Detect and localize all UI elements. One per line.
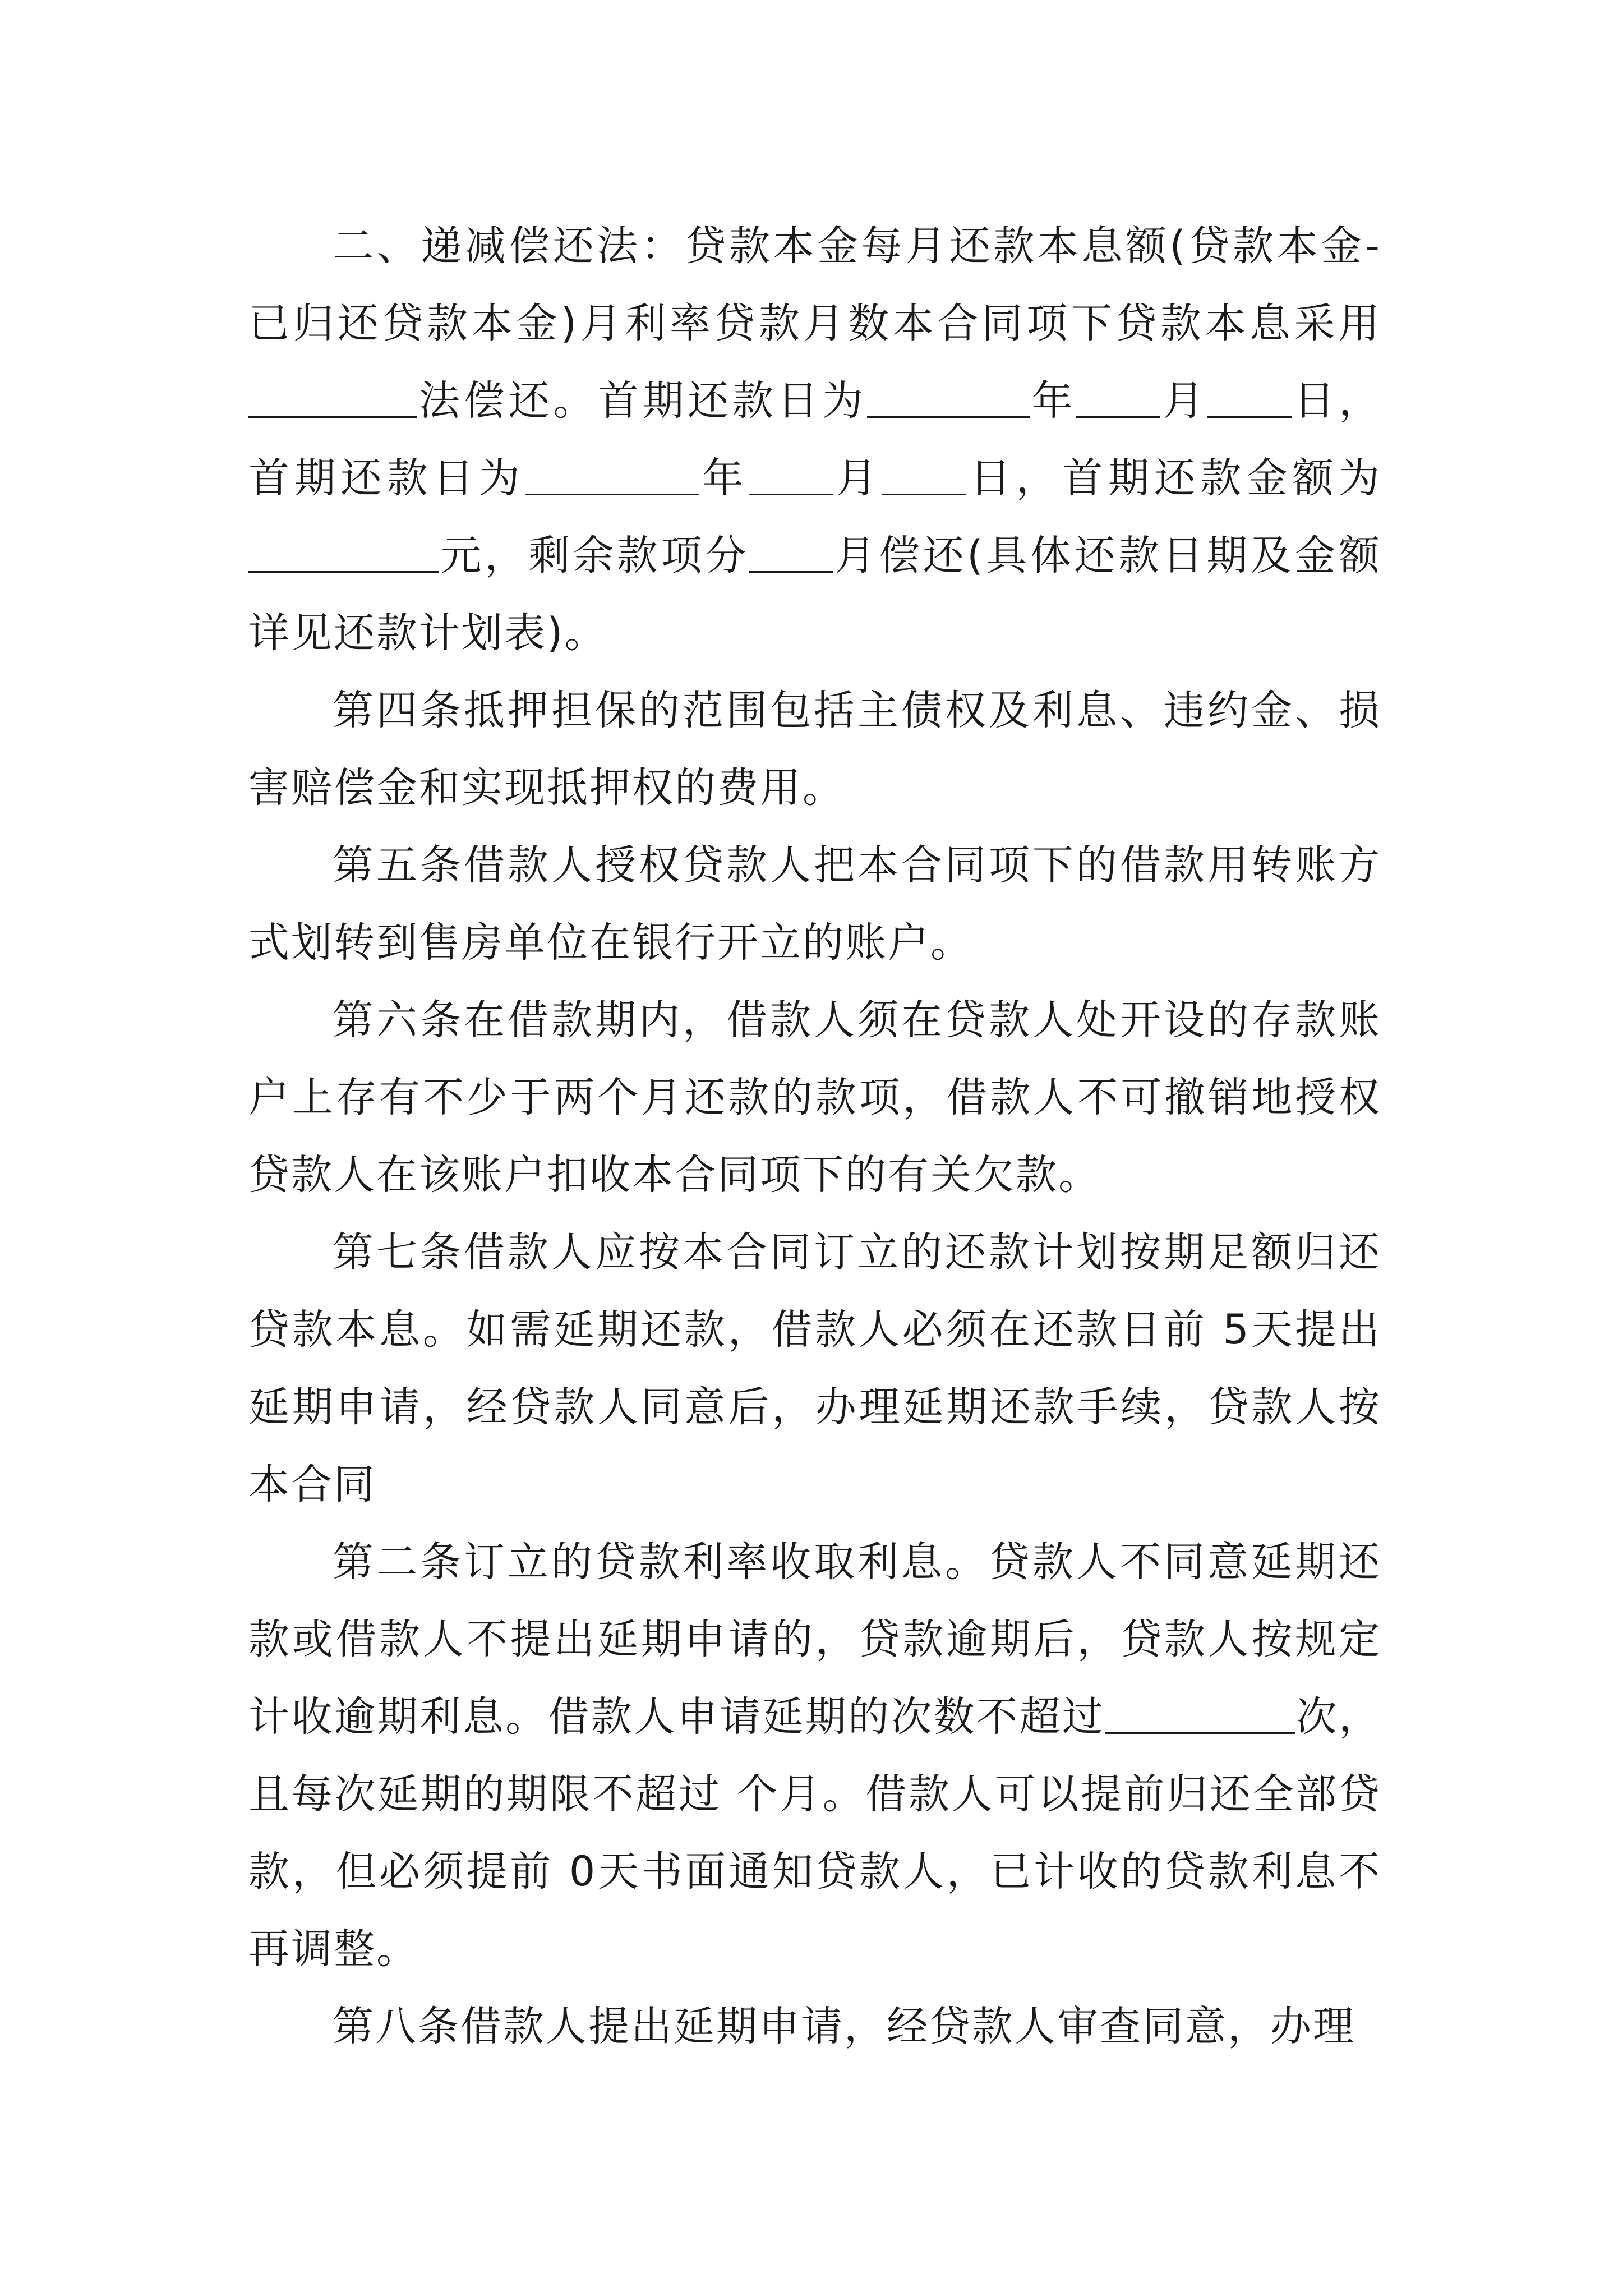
blank-year <box>525 450 699 495</box>
text-segment: 年 <box>699 454 749 502</box>
paragraph-article-2-continued <box>248 1524 1381 1988</box>
text-segment: 二、递减偿还法：贷款本金每月还款本息额(贷款本金-已归还贷款本金)月利率贷款月数本合同项下贷款本息采用 <box>248 222 1381 347</box>
text-segment: 次，且每次延期的期限不超过 个月。借款人可以提前归还全部贷款，但必须提前 0天书面通知贷款人，已计收的贷款利息不再调整。 <box>248 1693 1382 1973</box>
paragraph-article-5: 第五条借款人授权贷款人把本合同项下的借款用转账方式划转到售房单位在银行开立的账户。 <box>248 841 1381 967</box>
document-body <box>248 208 1381 2065</box>
blank-months <box>749 527 833 573</box>
blank-day <box>1207 372 1292 418</box>
text-segment: 月偿还(具体还款日期及金额详见还款计划表)。 <box>248 532 1382 657</box>
paragraph-repayment-method <box>248 208 1381 672</box>
blank-day <box>882 450 966 495</box>
blank-year <box>867 372 1030 418</box>
blank-month <box>749 450 833 495</box>
blank-first-amount <box>248 527 439 573</box>
paragraph-article-7: 第七条借款人应按本合同订立的还款计划按期足额归还贷款本息。如需延期还款，借款人必须在还款日前 5天提出延期申请，经贷款人同意后，办理延期还款手续，贷款人按本合同 <box>248 1228 1381 1508</box>
blank-extension-count <box>1105 1688 1295 1734</box>
paragraph-article-4: 第四条抵押担保的范围包括主债权及利息、违约金、损害赔偿金和实现抵押权的费用。 <box>248 687 1381 812</box>
text-segment: 月 <box>1160 377 1208 425</box>
blank-repayment-method <box>248 372 417 418</box>
blank-month <box>1076 372 1160 418</box>
paragraph-article-8: 第八条借款人提出延期申请，经贷款人审查同意，办理 <box>333 2003 1355 2050</box>
text-segment: 日，首期还款金额为 <box>966 454 1382 502</box>
text-segment: 第二条订立的贷款利率收取利息。贷款人不同意延期还款或借款人不提出延期申请的，贷款逾期后，贷款人按规定计收逾期利息。借款人申请延期的次数不超过 <box>248 1538 1381 1741</box>
text-segment: 年 <box>1029 377 1077 425</box>
text-segment: 法偿还。首期还款日为 <box>417 377 867 425</box>
paragraph-article-6: 第六条在借款期内，借款人须在贷款人处开设的存款账户上存有不少于两个月还款的款项，借款人不可撤销地授权贷款人在该账户扣收本合同项下的有关欠款。 <box>248 996 1381 1199</box>
text-segment: 月 <box>832 454 883 502</box>
text-segment: 日，首期还款日为 <box>248 377 1382 502</box>
text-segment: 元，剩余款项分 <box>439 532 749 579</box>
